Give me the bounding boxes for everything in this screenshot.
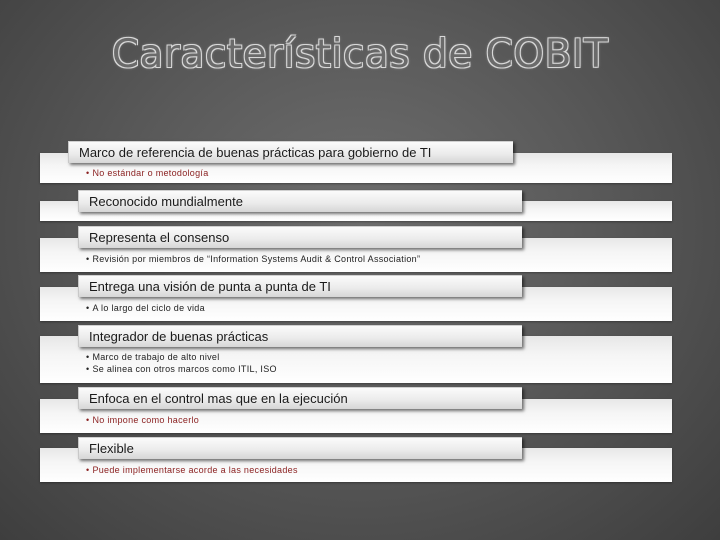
- item-4-bullet-1: • A lo largo del ciclo de vida: [86, 303, 205, 313]
- item-5-heading: Integrador de buenas prácticas: [78, 325, 522, 347]
- item-1-bullet-1: • No estándar o metodología: [86, 168, 209, 178]
- item-2-heading: Reconocido mundialmente: [78, 190, 522, 212]
- slide-title: Características de COBIT: [111, 32, 609, 77]
- item-5-bullet-1: • Marco de trabajo de alto nivel: [86, 352, 220, 362]
- item-4-heading: Entrega una visión de punta a punta de TI: [78, 275, 522, 297]
- item-3-bullet-1: • Revisión por miembros de “Information Systems Audit & Control Association”: [86, 254, 420, 264]
- item-7-bullet-1: • Puede implementarse acorde a las necesidades: [86, 465, 298, 475]
- item-7-heading: Flexible: [78, 437, 522, 459]
- item-6-bullet-1: • No impone como hacerlo: [86, 415, 199, 425]
- item-3-heading: Representa el consenso: [78, 226, 522, 248]
- item-1-heading: Marco de referencia de buenas prácticas para gobierno de TI: [68, 141, 513, 163]
- item-6-heading: Enfoca en el control mas que en la ejecución: [78, 387, 522, 409]
- item-5-bullet-2: • Se alinea con otros marcos como ITIL, ISO: [86, 364, 277, 374]
